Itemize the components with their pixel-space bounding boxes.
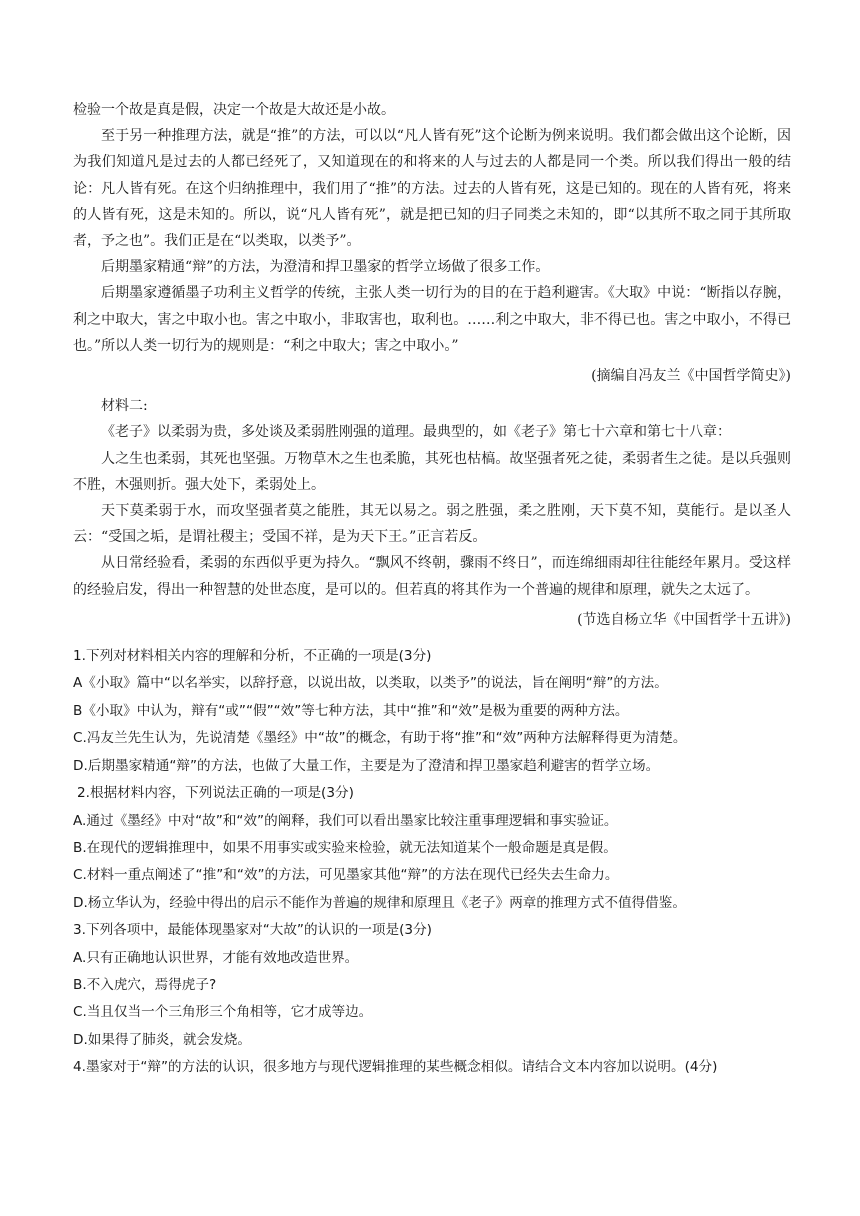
- question-stem: 4.墨家对于“辩”的方法的认识，很多地方与现代逻辑推理的某些概念相似。请结合文本内容加以说明。(4分): [73, 1059, 718, 1076]
- option-d: D.如果得了肺炎，就会发烧。: [73, 1031, 251, 1048]
- paragraph: 《老子》以柔弱为贵，多处谈及柔弱胜刚强的道理。最典型的，如《老子》第七十六章和第七十八章：: [101, 424, 731, 441]
- question-stem: 2.根据材料内容，下列说法正确的一项是(3分): [77, 785, 354, 802]
- option-d: D.后期墨家精通“辩”的方法，也做了大量工作，主要是为了澄清和捍卫墨家趋利避害的哲学立场。: [73, 757, 660, 774]
- material-one: [73, 97, 791, 393]
- paragraph: 天下莫柔弱于水，而攻坚强者莫之能胜，其无以易之。弱之胜强，柔之胜刚，天下莫不知，莫能行。是以圣人云：“受国之垢，是谓社稷主；受国不祥，是为天下王。”正言若反。: [73, 503, 791, 546]
- question-4: [73, 1054, 791, 1081]
- question-stem: 3.下列各项中，最能体现墨家对“大故”的认识的一项是(3分): [73, 922, 432, 939]
- paragraph: 后期墨家精通“辩”的方法，为澄清和捍卫墨家的哲学立场做了很多工作。: [101, 259, 550, 276]
- option-c: C.当且仅当一个三角形三个角相等，它才成等边。: [73, 1004, 373, 1021]
- questions: [73, 643, 791, 1082]
- option-c: C.材料一重点阐述了“推”和“效”的方法，可见墨家其他“辩”的方法在现代已经失去生命力。: [73, 867, 619, 884]
- option-b: B.在现代的逻辑推理中，如果不用事实或实验来检验，就无法知道某个一般命题是真是假。: [73, 839, 617, 856]
- question-stem: 1.下列对材料相关内容的理解和分析，不正确的一项是(3分): [73, 648, 432, 665]
- paragraph: 从日常经验看，柔弱的东西似乎更为持久。“飘风不终朝，骤雨不终日”，而连绵细雨却往往能经年累月。受这样的经验启发，得出一种智慧的处世态度，是可以的。但若真的将其作为一个普遍的规律和原理，就失之太远了。: [73, 555, 791, 598]
- option-a: A.只有正确地认识世界，才能有效地改造世界。: [73, 949, 359, 966]
- paragraph: 人之生也柔弱，其死也坚强。万物草木之生也柔脆，其死也枯槁。故坚强者死之徒，柔弱者生之徒。是以兵强则不胜，木强则折。强大处下，柔弱处上。: [73, 450, 791, 493]
- question-2: [73, 780, 791, 917]
- question-3: [73, 917, 791, 1054]
- option-b: B《小取》中认为，辩有“或”“假”“效”等七种方法，其中“推”和“效”是极为重要的两种方法。: [73, 702, 629, 719]
- paragraph: 检验一个故是真是假，决定一个故是大故还是小故。: [73, 102, 395, 118]
- exam-page: [73, 97, 791, 1082]
- option-d: D.杨立华认为，经验中得出的启示不能作为普遍的规律和原理且《老子》两章的推理方式不值得借鉴。: [73, 894, 686, 911]
- source-citation: (摘编自冯友兰《中国哲学简史》): [591, 368, 791, 385]
- section-heading: 材料二:: [101, 398, 148, 415]
- material-two: [73, 393, 791, 637]
- option-a: A.通过《墨经》中对“故”和“效”的阐释，我们可以看出墨家比较注重事理逻辑和事实验证。: [73, 812, 618, 829]
- option-b: B.不入虎穴，焉得虎子?: [73, 976, 217, 993]
- paragraph: 后期墨家遵循墨子功利主义哲学的传统，主张人类一切行为的目的在于趋利避害。《大取》中说：“断指以存腕，利之中取大，害之中取小也。害之中取小，非取害也，取利也。……利之中取大，非不得已也。害之中取小，不得已也。”所以人类一切行为的规则是：“利之中取大；害之中取小。”: [73, 285, 791, 354]
- source-citation: (节选自杨立华《中国哲学十五讲》): [577, 611, 791, 628]
- question-1: [73, 643, 791, 780]
- option-a: A《小取》篇中“以名举实，以辞抒意，以说出故，以类取，以类予”的说法，旨在阐明“辩”的方法。: [73, 675, 668, 692]
- option-c: C.冯友兰先生认为，先说清楚《墨经》中“故”的概念，有助于将“推”和“效”两种方法解释得更为清楚。: [73, 730, 687, 747]
- paragraph: 至于另一种推理方法，就是“推”的方法，可以以“凡人皆有死”这个论断为例来说明。我们都会做出这个论断，因为我们知道凡是过去的人都已经死了，又知道现在的和将来的人与过去的人都是同一个类。所以我们得出一般的结论：凡人皆有死。在这个归纳推理中，我们用了“推”的方法。过去的人皆有死，这是已知的。现在的人皆有死，将来的人皆有死，这是未知的。所以，说“凡人皆有死”，就是把已知的归子同类之未知的，即“以其所不取之同于其所取者，予之也”。我们正是在“以类取，以类予”。: [73, 128, 791, 250]
